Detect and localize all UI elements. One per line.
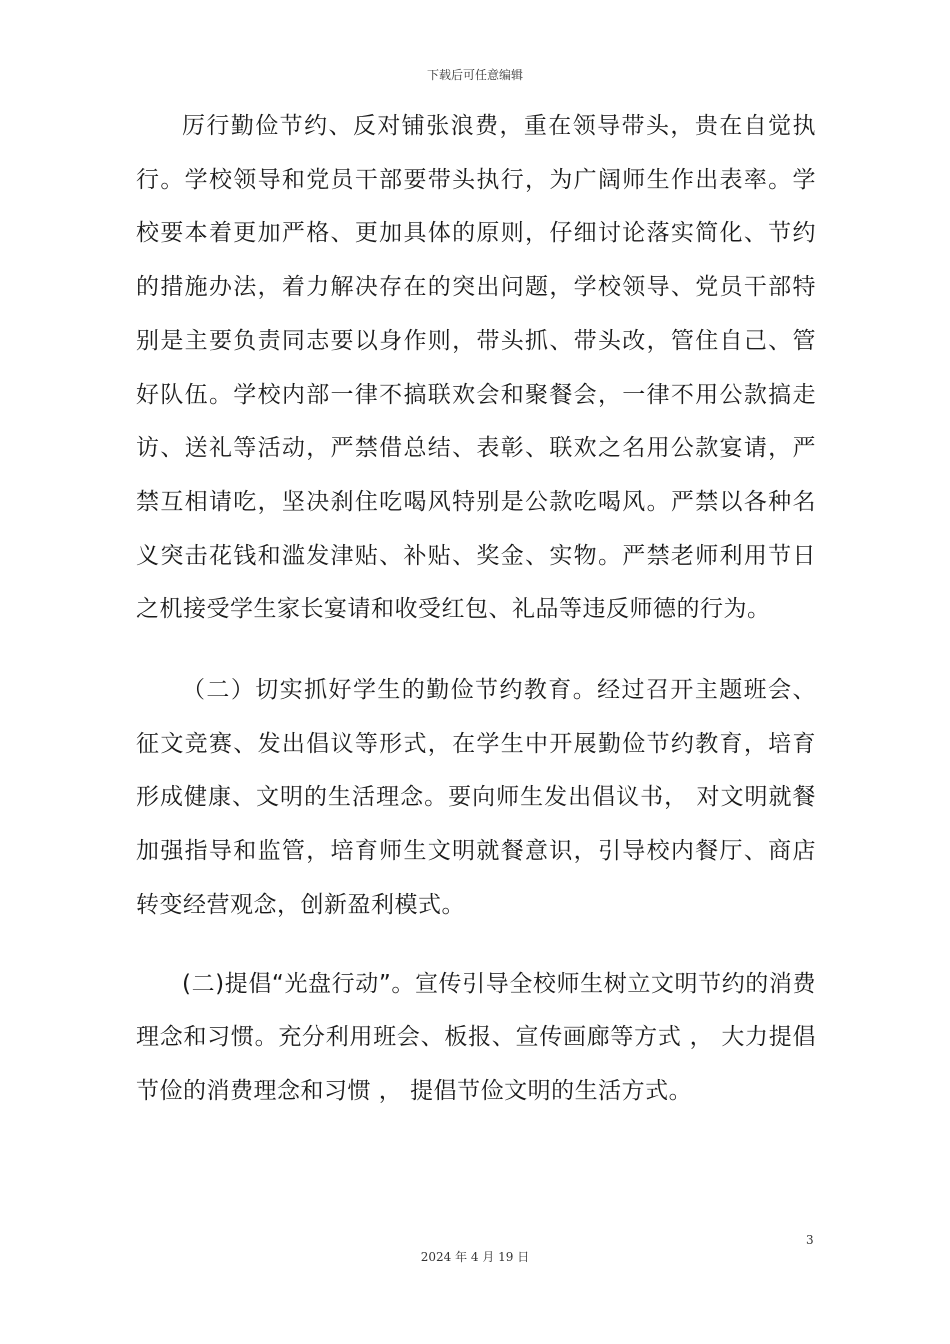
paragraph-clean-plate: (二)提倡“光盘行动”。宣传引导全校师生树立文明节约的消费理念和习惯。充分利用班会、板报、宣传画廊等方式 ， 大力提倡节俭的消费理念和习惯 ， 提倡节俭文明的生活方式。 (136, 970, 816, 1104)
document-body (136, 100, 816, 1119)
footer-date: 2024 年 4 月 19 日 (420, 1250, 530, 1264)
page-number: 3 (806, 1233, 814, 1247)
page-header: 下载后可任意编辑 (426, 68, 523, 82)
paragraph-student-education: （二）切实抓好学生的勤俭节约教育。经过召开主题班会、征文竞赛、发出倡议等形式，在学生中开展勤俭节约教育，培育形成健康、文明的生活理念。要向师生发出倡议书， 对文明就餐加强指导和监管，培育师生文明就餐意识，引导校内餐厅、商店转变经营观念，创新盈利模式。 (136, 677, 816, 918)
paragraph-frugality-leadership: 厉行勤俭节约、反对铺张浪费，重在领导带头，贵在自觉执行。学校领导和党员干部要带头执行，为广阔师生作出表率。学校要本着更加严格、更加具体的原则，仔细讨论落实简化、节约的措施办法，着力解决存在的突出问题，学校领导、党员干部特别是主要负责同志要以身作则，带头抓、带头改，管住自己、管好队伍。学校内部一律不搞联欢会和聚餐会，一律不用公款搞走访、送礼等活动，严禁借总结、表彰、联欢之名用公款宴请，严禁互相请吃，坚决刹住吃喝风特别是公款吃喝风。严禁以各种名义突击花钱和滥发津贴、补贴、奖金、实物。严禁老师利用节日之机接受学生家长宴请和收受红包、礼品等违反师德的行为。 (136, 113, 816, 623)
